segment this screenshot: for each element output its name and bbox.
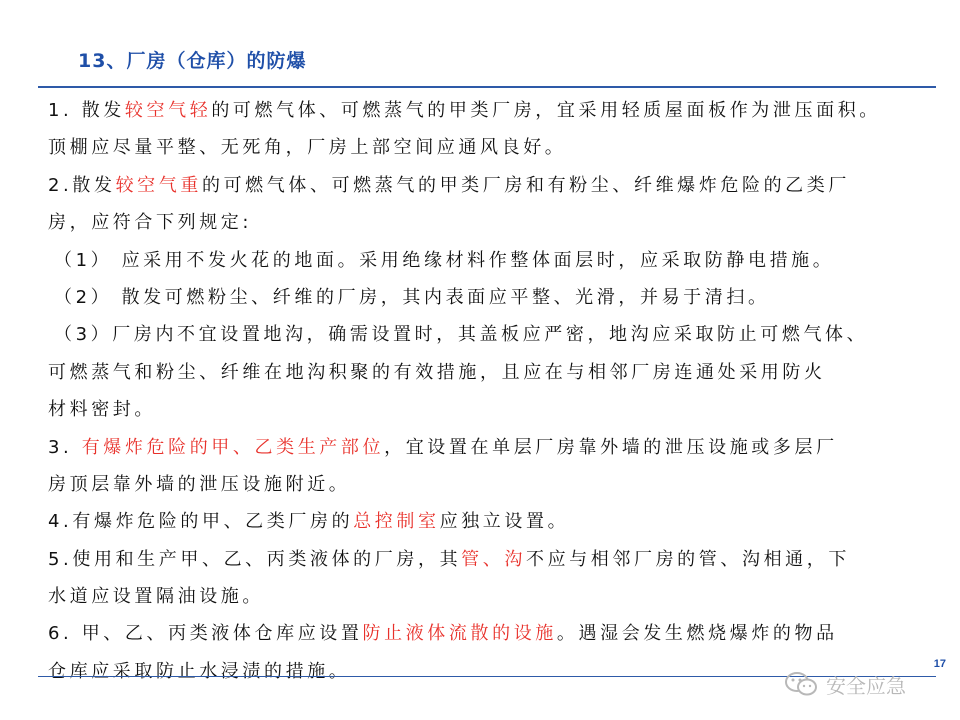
- line-text: （3）厂房内不宜设置地沟，确需设置时，其盖板应严密，地沟应采取防止可燃气体、: [54, 324, 869, 346]
- text-line: [48, 354, 948, 391]
- slide-title: 13、厂房（仓库）的防爆: [78, 50, 307, 72]
- line-text: 材料密封。: [48, 399, 156, 421]
- line-text: 5.使用和生产甲、乙、丙类液体的厂房，其: [48, 548, 462, 570]
- line-text: 应独立设置。: [439, 511, 570, 533]
- line-text: 2.散发: [48, 174, 116, 196]
- line-text: （2） 散发可燃粉尘、纤维的厂房，其内表面应平整、光滑，并易于清扫。: [54, 286, 770, 308]
- highlighted-text: 总控制室: [353, 511, 440, 533]
- line-text: 可燃蒸气和粉尘、纤维在地沟积聚的有效措施，且应在与相邻厂房连通处采用防火: [48, 361, 826, 383]
- line-text: 水道应设置隔油设施。: [48, 586, 264, 608]
- title-divider: [38, 86, 936, 88]
- highlighted-text: 管、沟: [461, 548, 526, 570]
- line-text: 房顶层靠外墙的泄压设施附近。: [48, 473, 351, 495]
- line-text: 。遇湿会发生燃烧爆炸的物品: [556, 623, 838, 645]
- line-text: 不应与相邻厂房的管、沟相通，下: [525, 548, 850, 570]
- text-line: [48, 466, 948, 503]
- line-text: 4.有爆炸危险的甲、乙类厂房的: [48, 511, 354, 533]
- text-line: [48, 316, 948, 353]
- highlighted-text: 有爆炸危险的甲、乙类生产部位: [81, 436, 385, 458]
- text-line: [48, 167, 948, 204]
- text-line: [48, 129, 948, 166]
- watermark: [784, 668, 906, 700]
- line-text: 的可燃气体、可燃蒸气的甲类厂房，宜采用轻质屋面板作为泄压面积。: [211, 100, 881, 121]
- line-text: 顶棚应尽量平整、无死角，厂房上部空间应通风良好。: [48, 137, 567, 159]
- page-number: 17: [933, 658, 946, 670]
- text-line: [48, 615, 948, 652]
- line-text: 的可燃气体、可燃蒸气的甲类厂房和有粉尘、纤维爆炸危险的乙类厂: [201, 174, 850, 196]
- line-text: 3.: [48, 436, 82, 458]
- line-text: 房，应符合下列规定:: [48, 212, 253, 234]
- text-line: [48, 503, 948, 540]
- highlighted-text: 较空气轻: [124, 100, 212, 121]
- text-line: [48, 391, 948, 428]
- line-text: 仓库应采取防止水浸渍的措施。: [48, 660, 351, 682]
- body-text: [48, 92, 948, 690]
- text-line: [48, 541, 948, 578]
- text-line: [48, 279, 948, 316]
- line-text: （1） 应采用不发火花的地面。采用绝缘材料作整体面层时，应采取防静电措施。: [54, 249, 835, 271]
- text-line: [48, 204, 948, 241]
- line-text: 6. 甲、乙、丙类液体仓库应设置: [48, 623, 363, 645]
- text-line: [48, 578, 948, 615]
- line-text: ，宜设置在单层厂房靠外墙的泄压设施或多层厂: [384, 436, 838, 458]
- highlighted-text: 较空气重: [115, 174, 202, 196]
- highlighted-text: 防止液体流散的设施: [362, 623, 557, 645]
- wechat-icon: [784, 671, 818, 697]
- watermark-text: 安全应急: [826, 673, 906, 698]
- text-line: [48, 92, 948, 129]
- text-line: [48, 242, 948, 279]
- text-line: [48, 429, 948, 466]
- line-text: 1. 散发: [48, 100, 125, 121]
